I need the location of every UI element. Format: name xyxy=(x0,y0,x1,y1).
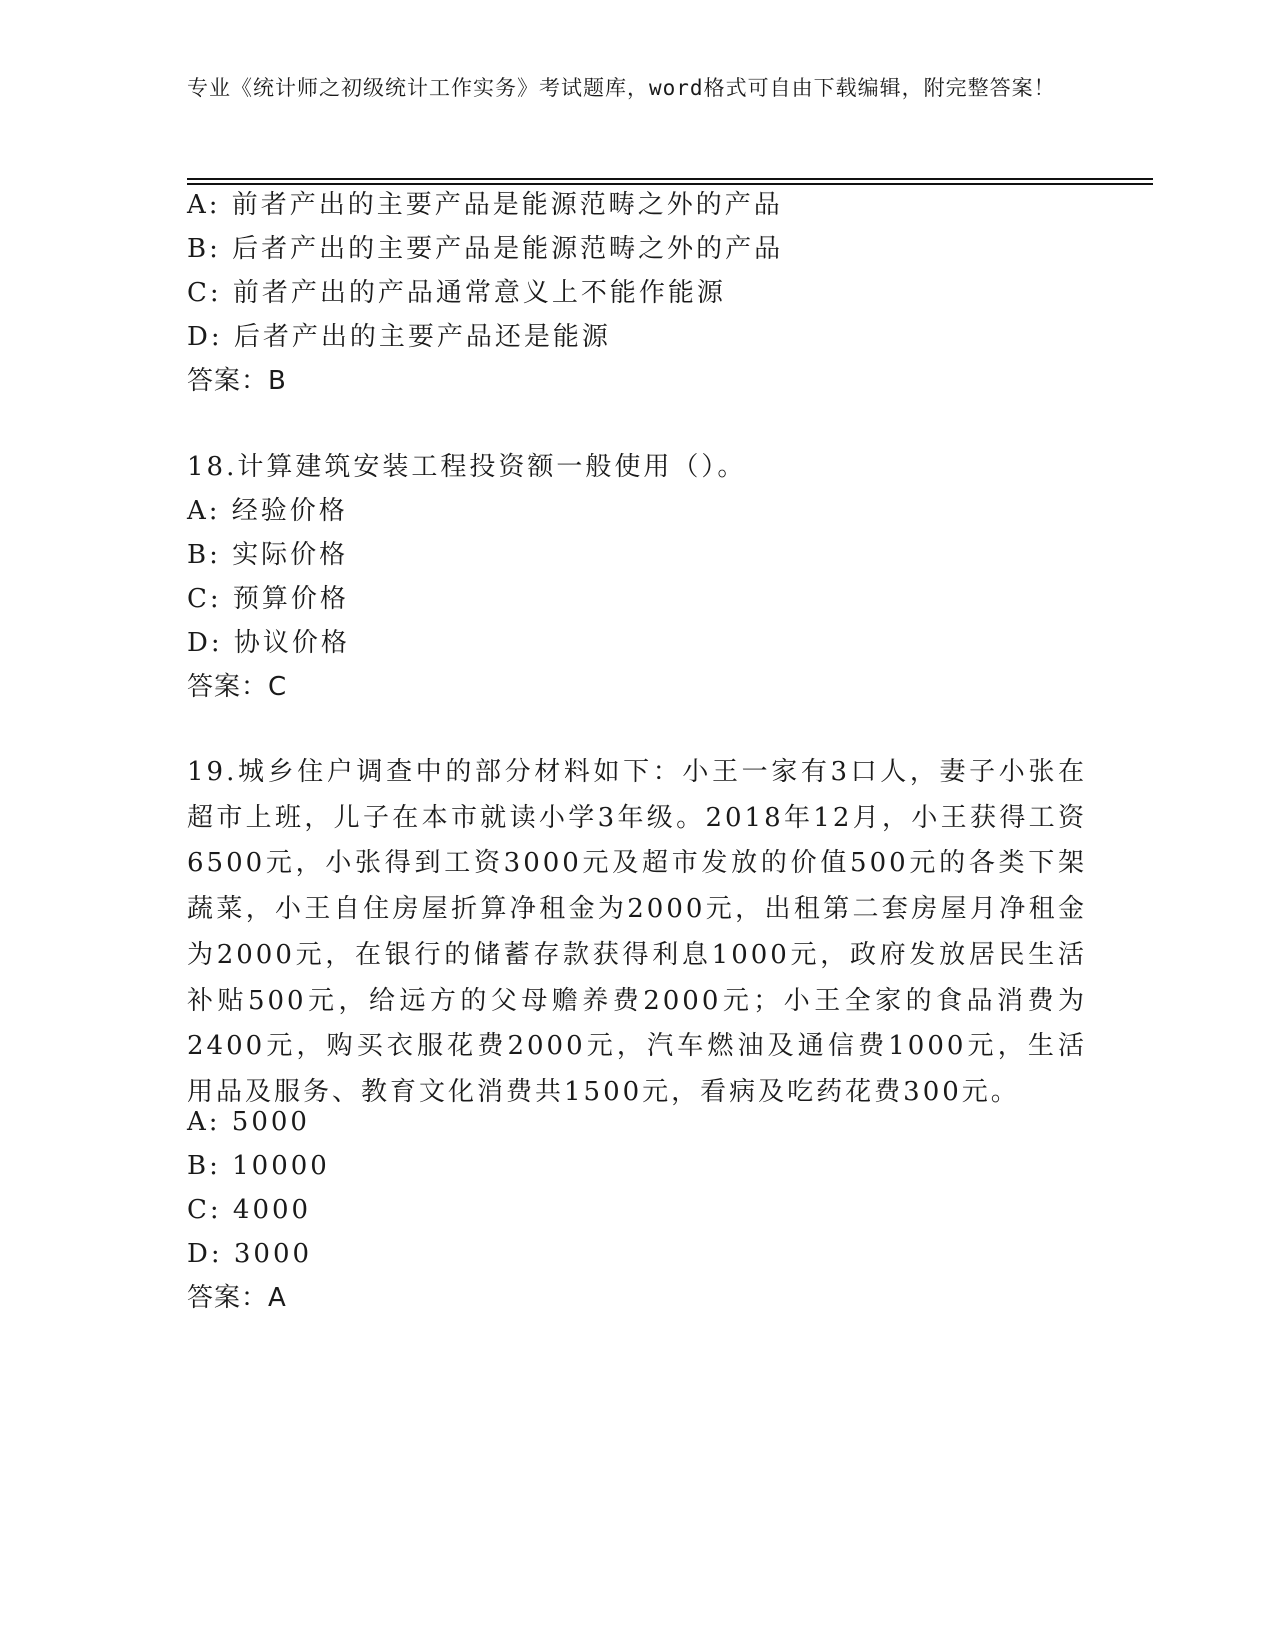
q17-answer: 答案：B xyxy=(187,366,287,396)
q19-question: 19.城乡住户调查中的部分材料如下：小王一家有3口人，妻子小张在超市上班，儿子在本市就读小学3年级。2018年12月，小王获得工资6500元，小张得到工资3000元及超市发放的价值500元的各类下架蔬菜，小王自住房屋折算净租金为2000元，出租第二套房屋月净租金为2000元，在银行的储蓄存款获得利息1000元，政府发放居民生活补贴500元，给远方的父母赡养费2000元；小王全家的食品消费为2400元，购买衣服花费2000元，汽车燃油及通信费1000元，生活用品及服务、教育文化消费共1500元，看病及吃药花费300元。 xyxy=(187,757,1087,1107)
q17-option-b: B: 后者产出的主要产品是能源范畴之外的产品 xyxy=(187,234,784,264)
q18-question: 18.计算建筑安装工程投资额一般使用（）。 xyxy=(187,452,747,482)
header-rule-top xyxy=(187,178,1153,180)
q19-option-d: D: 3000 xyxy=(187,1239,313,1269)
q17-option-d: D: 后者产出的主要产品还是能源 xyxy=(187,322,611,352)
q18-option-b: B: 实际价格 xyxy=(187,540,349,570)
q18-option-c: C: 预算价格 xyxy=(187,584,349,614)
q18-option-d: D: 协议价格 xyxy=(187,628,350,658)
document-header: 专业《统计师之初级统计工作实务》考试题库，word格式可自由下载编辑，附完整答案！ xyxy=(187,76,1056,100)
q19-option-a: A: 5000 xyxy=(187,1107,310,1137)
q17-option-c: C: 前者产出的产品通常意义上不能作能源 xyxy=(187,278,726,308)
q19-option-c: C: 4000 xyxy=(187,1195,312,1225)
q18-answer: 答案：C xyxy=(187,672,288,702)
q19-answer: 答案：A xyxy=(187,1283,287,1313)
q18-option-a: A: 经验价格 xyxy=(187,496,348,526)
q19-option-b: B: 10000 xyxy=(187,1151,330,1181)
q17-option-a: A: 前者产出的主要产品是能源范畴之外的产品 xyxy=(187,190,783,220)
